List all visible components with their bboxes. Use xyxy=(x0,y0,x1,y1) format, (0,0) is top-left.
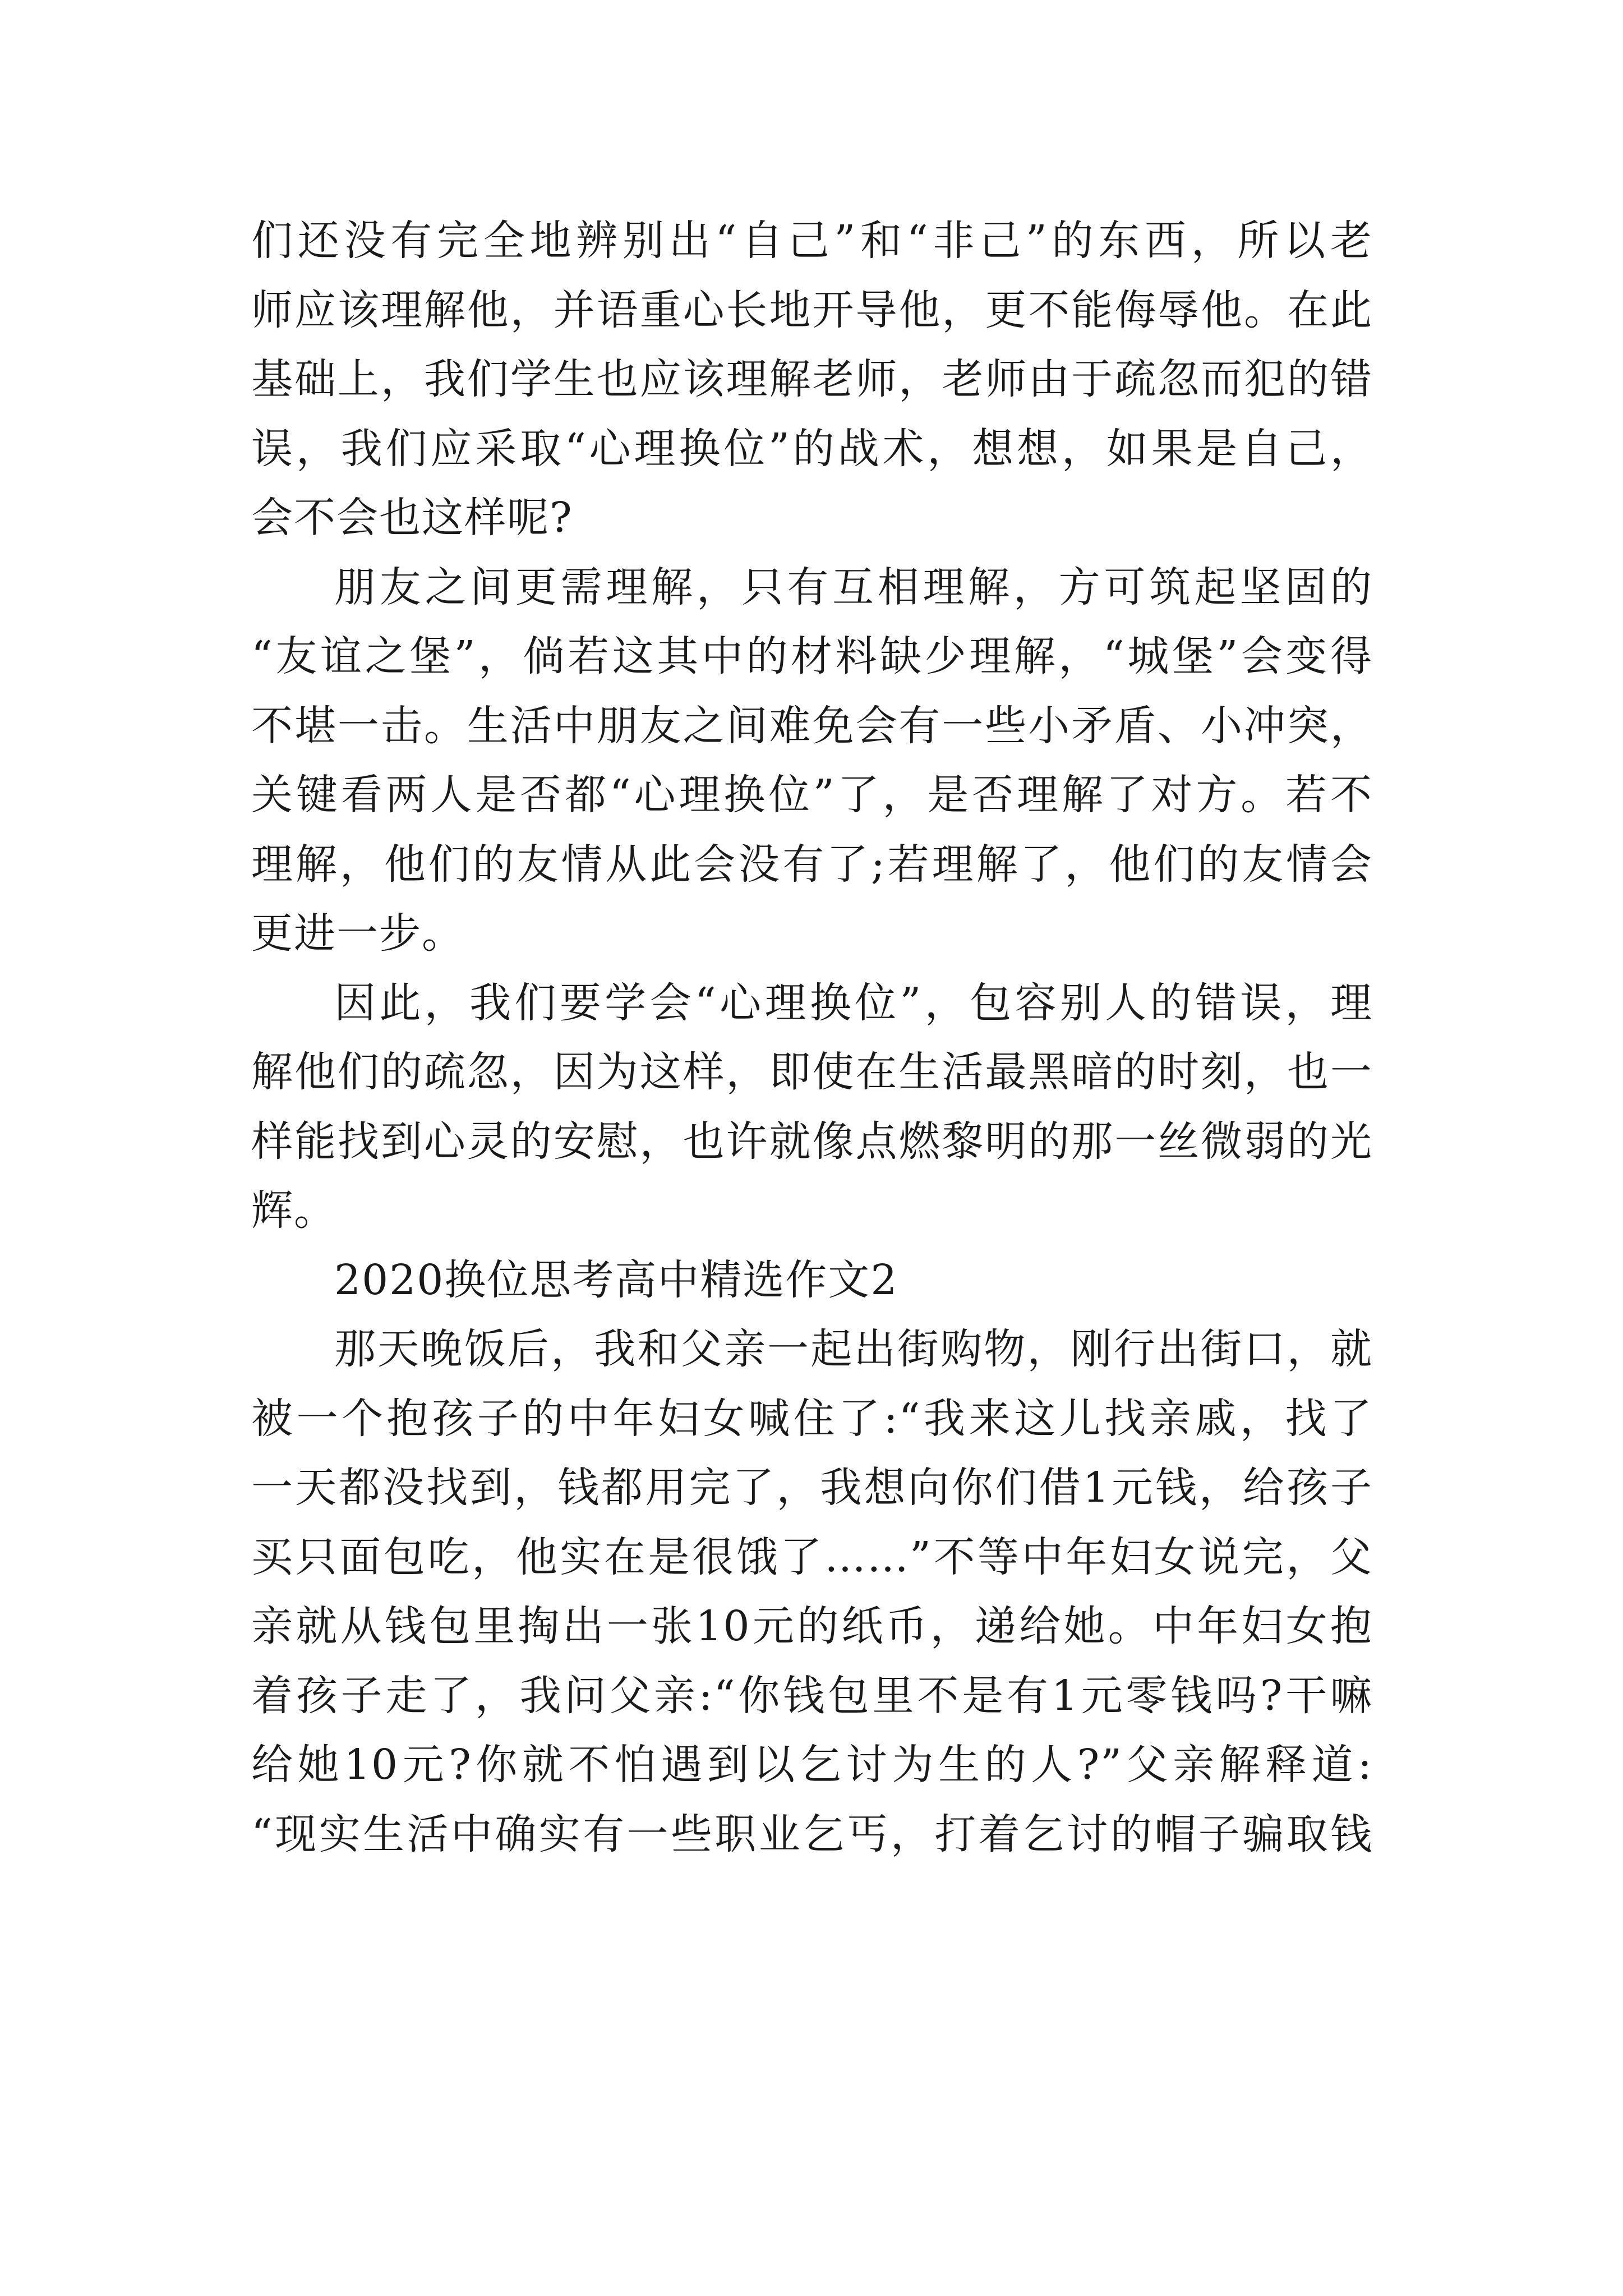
document-body xyxy=(251,206,1373,1869)
text-line: 更进一步。 xyxy=(251,909,464,958)
text-line: 师应该理解他，并语重心长地开导他，更不能侮辱他。在此 xyxy=(251,286,1373,334)
text-line: “友谊之堡”，倘若这其中的材料缺少理解，“城堡”会变得 xyxy=(251,632,1373,680)
text-line: 买只面包吃，他实在是很饿了……”不等中年妇女说完，父 xyxy=(251,1533,1373,1581)
text-line: 辉。 xyxy=(251,1186,336,1235)
text-line: 给她10元?你就不怕遇到以乞讨为生的人?”父亲解释道: xyxy=(251,1741,1373,1789)
text-line: 那天晚饭后，我和父亲一起出街购物，刚行出街口，就 xyxy=(334,1325,1373,1373)
text-line: 解他们的疏忽，因为这样，即使在生活最黑暗的时刻，也一 xyxy=(251,1048,1373,1096)
text-line: 关键看两人是否都“心理换位”了，是否理解了对方。若不 xyxy=(251,771,1373,819)
text-line: 被一个抱孩子的中年妇女喊住了:“我来这儿找亲戚，找了 xyxy=(251,1394,1373,1443)
text-line: 不堪一击。生活中朋友之间难免会有一些小矛盾、小冲突， xyxy=(251,701,1373,750)
text-line: 理解，他们的友情从此会没有了;若理解了，他们的友情会 xyxy=(251,840,1373,889)
paragraph-4 xyxy=(251,1315,1373,1869)
section-heading: 2020换位思考高中精选作文2 xyxy=(334,1255,898,1304)
paragraph-1 xyxy=(251,206,1373,553)
paragraph-3 xyxy=(251,969,1373,1246)
text-line: 朋友之间更需理解，只有互相理解，方可筑起坚固的 xyxy=(334,563,1373,611)
text-line: 误，我们应采取“心理换位”的战术，想想，如果是自己， xyxy=(251,424,1373,473)
text-line: 样能找到心灵的安慰，也许就像点燃黎明的那一丝微弱的光 xyxy=(251,1117,1373,1166)
text-line: 一天都没找到，钱都用完了，我想向你们借1元钱，给孩子 xyxy=(251,1464,1373,1512)
text-line: 们还没有完全地辨别出“自己”和“非己”的东西，所以老 xyxy=(251,217,1373,265)
text-line: “现实生活中确实有一些职业乞丐，打着乞讨的帽子骗取钱 xyxy=(251,1810,1373,1858)
text-line: 基础上，我们学生也应该理解老师，老师由于疏忽而犯的错 xyxy=(251,355,1373,403)
text-line: 因此，我们要学会“心理换位”，包容别人的错误，理 xyxy=(334,978,1373,1027)
text-line: 亲就从钱包里掏出一张10元的纸币，递给她。中年妇女抱 xyxy=(251,1602,1373,1650)
text-line: 着孩子走了，我问父亲:“你钱包里不是有1元零钱吗?干嘛 xyxy=(251,1671,1373,1720)
paragraph-2 xyxy=(251,553,1373,969)
text-line: 会不会也这样呢? xyxy=(251,494,573,542)
